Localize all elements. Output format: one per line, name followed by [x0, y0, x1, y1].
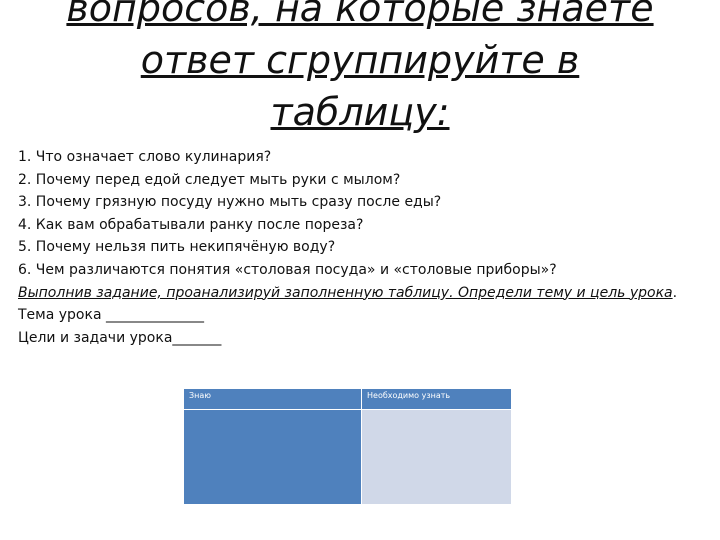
topic-line: Тема урока ______________ — [18, 307, 204, 324]
goals-line: Цели и задачи урока_______ — [18, 329, 222, 346]
title-line-1: вопросов, на которые знаете — [66, 0, 654, 30]
question-4: 4. Как вам обрабатывали ранку после пореза? — [18, 216, 364, 233]
cell-need-to-learn[interactable] — [362, 410, 512, 505]
cell-know[interactable] — [184, 410, 362, 505]
question-5: 5. Почему нельзя пить некипячёную воду? — [18, 239, 336, 256]
question-6: 6. Чем различаются понятия «столовая посуда» и «столовые приборы»? — [18, 261, 557, 278]
know-learn-table — [183, 388, 512, 505]
task-text: Выполнив задание, проанализируй заполненную таблицу. Определи тему и цель урока — [18, 284, 673, 301]
task-line — [18, 282, 718, 305]
question-3: 3. Почему грязную посуду нужно мыть сразу после еды? — [18, 194, 442, 211]
question-1: 1. Что означает слово кулинария? — [18, 149, 272, 165]
title-line-2: ответ сгруппируйте в — [140, 38, 580, 82]
header-know: Знаю — [184, 389, 362, 410]
table-header-row — [184, 389, 512, 410]
header-need-to-learn: Необходимо узнать — [362, 389, 512, 410]
title-line-3: таблицу: — [270, 90, 450, 134]
task-period: . — [672, 284, 678, 301]
question-2: 2. Почему перед едой следует мыть руки с мылом? — [18, 171, 401, 188]
table-row — [184, 410, 512, 505]
question-list — [18, 146, 718, 349]
slide-title — [0, 0, 720, 138]
